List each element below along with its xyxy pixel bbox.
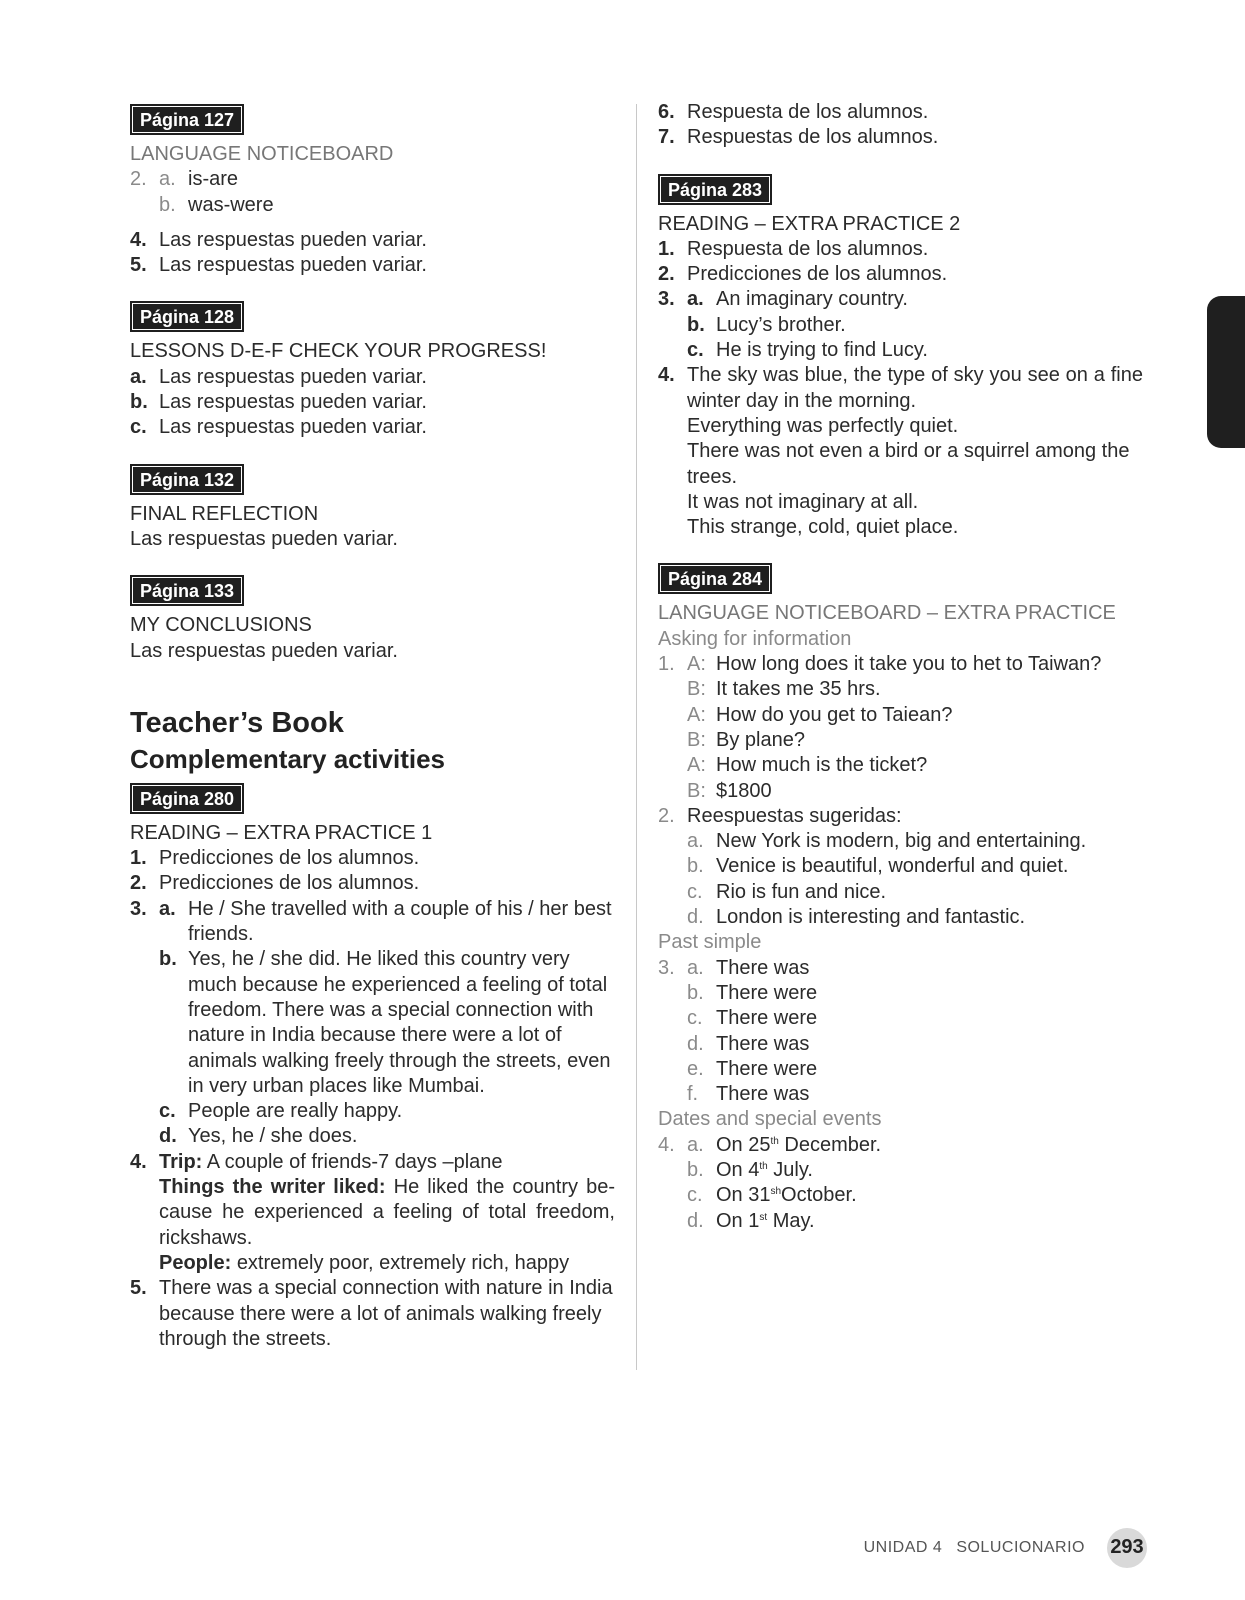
speaker-label: B:: [687, 779, 706, 802]
item-text: Respuestas de los alumnos.: [687, 126, 939, 149]
answer-item: [658, 363, 1143, 540]
section-pagina-280: [130, 783, 615, 1352]
item-text: Predicciones de los alumnos.: [687, 263, 948, 286]
answer-line: The sky was blue, the type of sky you see on a fine winter day in the morning.: [687, 364, 1143, 412]
item-text: Las respuestas pueden variar.: [159, 416, 427, 439]
item-letter: b.: [687, 981, 704, 1004]
page-tag: Página 280: [130, 783, 244, 814]
right-column: [658, 100, 1143, 1234]
item-text: There were: [716, 981, 818, 1004]
item-letter: a.: [130, 365, 147, 388]
item-letter: c.: [687, 880, 703, 903]
item-number: 3.: [658, 288, 675, 311]
dialogue-text: By plane?: [716, 728, 805, 751]
page-tag: Página 127: [130, 104, 244, 135]
item-letter: d.: [687, 1209, 704, 1232]
item-letter: a.: [159, 897, 176, 920]
section-pagina-132: [130, 464, 615, 553]
item-letter: a.: [687, 1133, 704, 1156]
answer-line: Everything was perfectly quiet.: [687, 414, 959, 437]
answer-item: [130, 253, 615, 278]
item-text: People are really happy.: [188, 1100, 403, 1123]
side-tab: [1207, 296, 1245, 448]
column-divider: [636, 104, 637, 1370]
answer-item: [130, 365, 615, 390]
item-number: 5.: [130, 1277, 147, 1300]
item-number: 2.: [658, 804, 675, 827]
item-text: He is trying to find Lucy.: [716, 339, 928, 362]
item-text: was-were: [188, 193, 274, 216]
liked-label: Things the writer liked:: [159, 1176, 386, 1199]
answer-item: [130, 1150, 615, 1276]
item-text: There was: [716, 1083, 810, 1106]
page-tag: Página 133: [130, 575, 244, 606]
item-letter: d.: [159, 1125, 177, 1148]
date-text: On 4th July.: [716, 1158, 813, 1181]
item-number: 3.: [130, 897, 147, 920]
subheading: Dates and special events: [658, 1108, 882, 1131]
section-heading: READING – EXTRA PRACTICE 2: [658, 212, 961, 235]
trip-label: Trip:: [159, 1150, 203, 1173]
item-letter: b.: [687, 855, 704, 878]
left-column: [130, 104, 615, 1352]
dialogue-text: How much is the ticket?: [716, 754, 928, 777]
item-text: There was: [716, 956, 810, 979]
page-tag: Página 132: [130, 464, 244, 495]
item-text: He / She travelled with a couple of his / her best friends.: [188, 897, 612, 946]
item-number: 7.: [658, 126, 675, 149]
answer-item: [658, 804, 1143, 930]
item-text: An imaginary country.: [716, 288, 908, 311]
liked-text: He liked the country be-cause he experienced a feeling of total freedom, rickshaws.: [159, 1176, 615, 1249]
item-text: There was a special connection with nature in India because there were a lot of animals walking freely through the streets.: [159, 1277, 613, 1350]
date-text: On 1st May.: [716, 1209, 815, 1232]
item-number: 1.: [658, 653, 675, 676]
item-letter: a.: [687, 956, 704, 979]
item-letter: f.: [687, 1083, 699, 1106]
answer-item: [658, 652, 1143, 804]
section-heading: MY CONCLUSIONS: [130, 614, 312, 637]
trip-text: A couple of friends-7 days –plane: [206, 1150, 503, 1173]
dialogue-text: It takes me 35 hrs.: [716, 678, 881, 701]
dialogue-text: How do you get to Taiean?: [716, 703, 953, 726]
answer-item: [130, 846, 615, 871]
side-tab-label: [1213, 368, 1238, 377]
dialogue-text: $1800: [716, 779, 772, 802]
item-number: 3.: [658, 956, 675, 979]
item-text: Lucy’s brother.: [716, 313, 846, 336]
answer-item: [130, 228, 615, 253]
item-text: Respuesta de los alumnos.: [687, 237, 929, 260]
item-text: There was: [716, 1032, 810, 1055]
item-text: Rio is fun and nice.: [716, 880, 887, 903]
item-number: 1.: [130, 847, 147, 870]
answer-item: [130, 167, 615, 218]
answer-item: [658, 237, 1143, 262]
item-text: Predicciones de los alumnos.: [159, 847, 420, 870]
item-text: Respuesta de los alumnos.: [687, 101, 929, 123]
item-number: 2.: [130, 168, 147, 191]
item-number: 4.: [130, 1150, 147, 1173]
answer-text: Las respuestas pueden variar.: [130, 527, 398, 550]
item-letter: d.: [687, 906, 704, 929]
item-letter: c.: [687, 1007, 703, 1030]
item-text: London is interesting and fantastic.: [716, 906, 1026, 929]
item-text: Las respuestas pueden variar.: [159, 365, 427, 388]
people-text: extremely poor, extremely rich, happy: [236, 1251, 570, 1274]
section-pagina-283: [658, 174, 1143, 541]
speaker-label: A:: [687, 754, 706, 777]
answer-text: Las respuestas pueden variar.: [130, 639, 398, 662]
item-letter: b.: [687, 313, 705, 336]
item-letter: b.: [159, 948, 177, 971]
speaker-label: B:: [687, 678, 706, 701]
page-tag: Página 284: [658, 563, 772, 594]
answer-item: [130, 871, 615, 896]
item-number: 4.: [658, 1133, 675, 1156]
section-heading: FINAL REFLECTION: [130, 502, 319, 525]
item-letter: c.: [159, 1100, 176, 1123]
item-number: 4.: [658, 364, 675, 387]
subheading: Asking for information: [658, 627, 852, 650]
answer-line: It was not imaginary at all.: [687, 490, 919, 513]
item-letter: a.: [159, 168, 176, 191]
complementary-activities-title: Complementary activities: [130, 743, 446, 774]
item-text: Las respuestas pueden variar.: [159, 228, 427, 251]
item-text: New York is modern, big and entertaining.: [716, 830, 1087, 853]
item-number: 2.: [658, 263, 675, 286]
item-text: There were: [716, 1057, 818, 1080]
answer-item: [658, 956, 1143, 1108]
answer-line: This strange, cold, quiet place.: [687, 516, 959, 539]
page-tag: Página 128: [130, 301, 244, 332]
speaker-label: A:: [687, 703, 706, 726]
answer-item: [130, 390, 615, 415]
item-letter: c.: [687, 339, 704, 362]
answer-item: [658, 125, 1143, 150]
item-text: Las respuestas pueden variar.: [159, 254, 427, 277]
people-label: People:: [159, 1251, 232, 1274]
teachers-book-title: Teacher’s Book: [130, 706, 344, 739]
answer-item: [130, 897, 615, 1150]
footer-label: UNIDAD 4 SOLUCIONARIO: [863, 1539, 1085, 1557]
section-pagina-128: [130, 301, 615, 440]
section-heading: LESSONS D-E-F CHECK YOUR PROGRESS!: [130, 340, 547, 363]
item-letter: b.: [130, 391, 148, 414]
section-pagina-127: [130, 104, 615, 278]
answer-item: [658, 100, 1143, 125]
item-number: 1.: [658, 237, 675, 260]
section-pagina-133: [130, 575, 615, 664]
answer-item: [130, 1276, 615, 1352]
item-letter: a.: [687, 288, 704, 311]
item-letter: c.: [130, 416, 147, 439]
date-text: On $31^{sh}October$.: [716, 1184, 857, 1207]
item-number: 6.: [658, 101, 675, 123]
item-letter: b.: [159, 193, 176, 216]
speaker-label: A:: [687, 653, 706, 676]
item-text: There were: [716, 1007, 818, 1030]
item-letter: b.: [687, 1158, 704, 1181]
item-letter: e.: [687, 1057, 704, 1080]
item-text: is-are: [188, 168, 239, 191]
item-number: 2.: [130, 872, 147, 895]
section-heading: LANGUAGE NOTICEBOARD: [130, 143, 394, 165]
item-text: Predicciones de los alumnos.: [159, 872, 420, 895]
item-letter: c.: [687, 1184, 703, 1207]
subheading: Past simple: [658, 931, 762, 954]
item-text: Reespuestas sugeridas:: [687, 804, 902, 827]
section-heading: LANGUAGE NOTICEBOARD – EXTRA PRACTICE: [658, 602, 1116, 625]
item-text: Venice is beautiful, wonderful and quiet.: [716, 855, 1069, 878]
answer-item: [130, 415, 615, 440]
date-text: On 25th December.: [716, 1133, 882, 1156]
item-number: 5.: [130, 254, 147, 277]
answer-item: [658, 262, 1143, 287]
dialogue-text: How long does it take you to het to Taiwan?: [716, 653, 1102, 676]
page-footer: [864, 1528, 1147, 1568]
item-letter: d.: [687, 1032, 704, 1055]
page-number: 293: [1107, 1528, 1147, 1568]
answer-line: There was not even a bird or a squirrel among the trees.: [687, 440, 1130, 488]
speaker-label: B:: [687, 728, 706, 751]
item-text: Yes, he / she does.: [188, 1125, 358, 1148]
item-text: Yes, he / she did. He liked this country very much because he experienced a feeling of total freedom. There was a special connection with nature in India because there were a lot of animals walking freely through the streets, even in very urban places like Mumbai.: [188, 948, 611, 1097]
section-heading: READING – EXTRA PRACTICE 1: [130, 821, 433, 844]
answer-item: [658, 287, 1143, 363]
section-pagina-284: [658, 563, 1143, 1233]
answer-item: [658, 1133, 1143, 1234]
item-number: 4.: [130, 228, 147, 251]
item-letter: a.: [687, 830, 704, 853]
page-tag: Página 283: [658, 174, 772, 205]
item-text: Las respuestas pueden variar.: [159, 391, 427, 414]
